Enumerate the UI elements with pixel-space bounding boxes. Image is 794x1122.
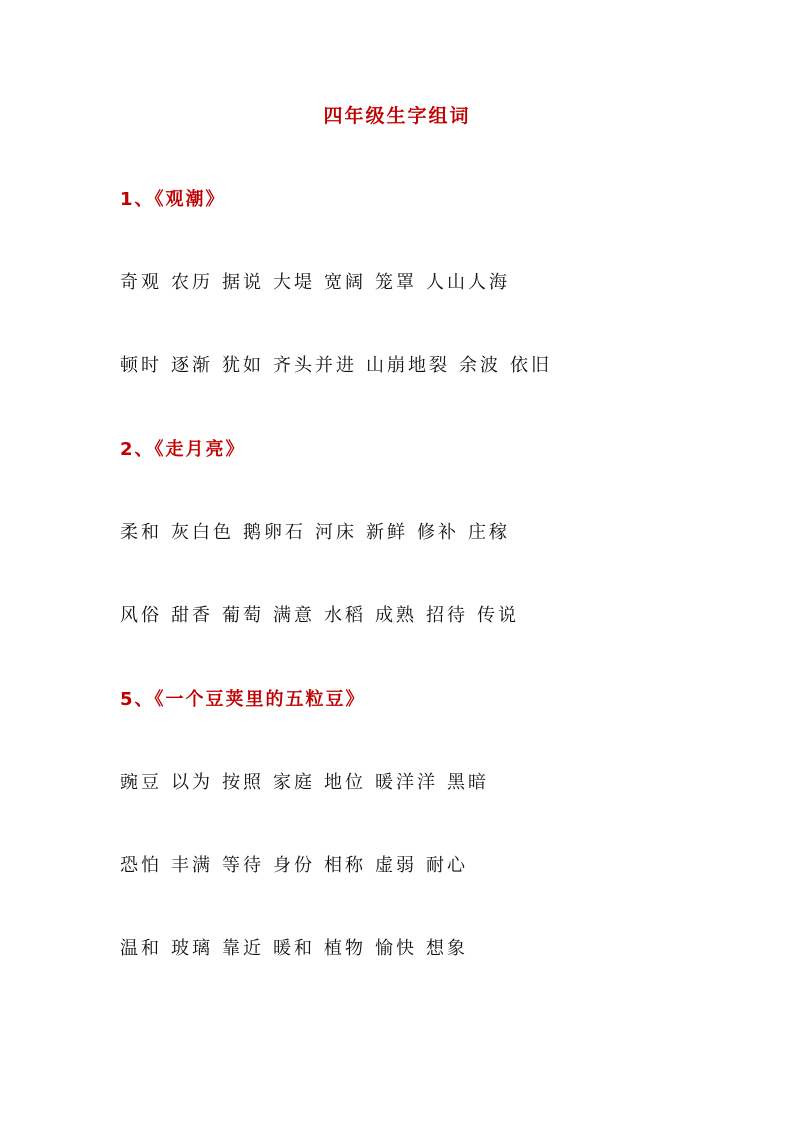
word: 靠近 xyxy=(222,938,264,959)
word: 黑暗 xyxy=(447,772,489,793)
word: 身份 xyxy=(273,855,315,876)
word: 葡萄 xyxy=(222,605,264,626)
word: 暖和 xyxy=(273,938,315,959)
word: 暖洋洋 xyxy=(375,772,438,793)
word: 相称 xyxy=(324,855,366,876)
word: 宽阔 xyxy=(324,272,366,293)
word: 齐头并进 xyxy=(273,355,357,376)
word: 人山人海 xyxy=(426,272,510,293)
section-heading-5: 5、《一个豆荚里的五粒豆》 xyxy=(120,689,366,710)
word: 愉快 xyxy=(375,938,417,959)
word: 甜香 xyxy=(171,605,213,626)
word-line-1-2 xyxy=(120,354,561,378)
word: 笼罩 xyxy=(375,272,417,293)
page-title: 四年级生字组词 xyxy=(323,105,471,127)
word-line-2-2 xyxy=(120,604,528,628)
word: 犹如 xyxy=(222,355,264,376)
word: 温和 xyxy=(120,938,162,959)
word: 玻璃 xyxy=(171,938,213,959)
word: 水稻 xyxy=(324,605,366,626)
word: 河床 xyxy=(315,522,357,543)
word: 修补 xyxy=(417,522,459,543)
word: 招待 xyxy=(426,605,468,626)
word: 家庭 xyxy=(273,772,315,793)
word: 成熟 xyxy=(375,605,417,626)
word: 柔和 xyxy=(120,522,162,543)
word: 新鲜 xyxy=(366,522,408,543)
word: 灰白色 xyxy=(171,522,234,543)
word: 传说 xyxy=(477,605,519,626)
word: 奇观 xyxy=(120,272,162,293)
word: 虚弱 xyxy=(375,855,417,876)
word: 想象 xyxy=(426,938,468,959)
word: 耐心 xyxy=(426,855,468,876)
word: 风俗 xyxy=(120,605,162,626)
word-line-5-1 xyxy=(120,771,498,795)
word: 按照 xyxy=(222,772,264,793)
word: 等待 xyxy=(222,855,264,876)
word: 余波 xyxy=(459,355,501,376)
word: 恐怕 xyxy=(120,855,162,876)
word: 地位 xyxy=(324,772,366,793)
word: 以为 xyxy=(171,772,213,793)
section-heading-1: 1、《观潮》 xyxy=(120,189,226,210)
word: 依旧 xyxy=(510,355,552,376)
word: 鹅卵石 xyxy=(243,522,306,543)
word: 农历 xyxy=(171,272,213,293)
word: 庄稼 xyxy=(468,522,510,543)
word: 丰满 xyxy=(171,855,213,876)
word-line-1-1 xyxy=(120,271,519,295)
word: 豌豆 xyxy=(120,772,162,793)
word-line-2-1 xyxy=(120,521,519,545)
word: 顿时 xyxy=(120,355,162,376)
word-line-5-3 xyxy=(120,937,477,961)
word-line-5-2 xyxy=(120,854,477,878)
word: 山崩地裂 xyxy=(366,355,450,376)
word: 据说 xyxy=(222,272,264,293)
section-heading-2: 2、《走月亮》 xyxy=(120,439,246,460)
word: 逐渐 xyxy=(171,355,213,376)
word: 大堤 xyxy=(273,272,315,293)
word: 植物 xyxy=(324,938,366,959)
word: 满意 xyxy=(273,605,315,626)
